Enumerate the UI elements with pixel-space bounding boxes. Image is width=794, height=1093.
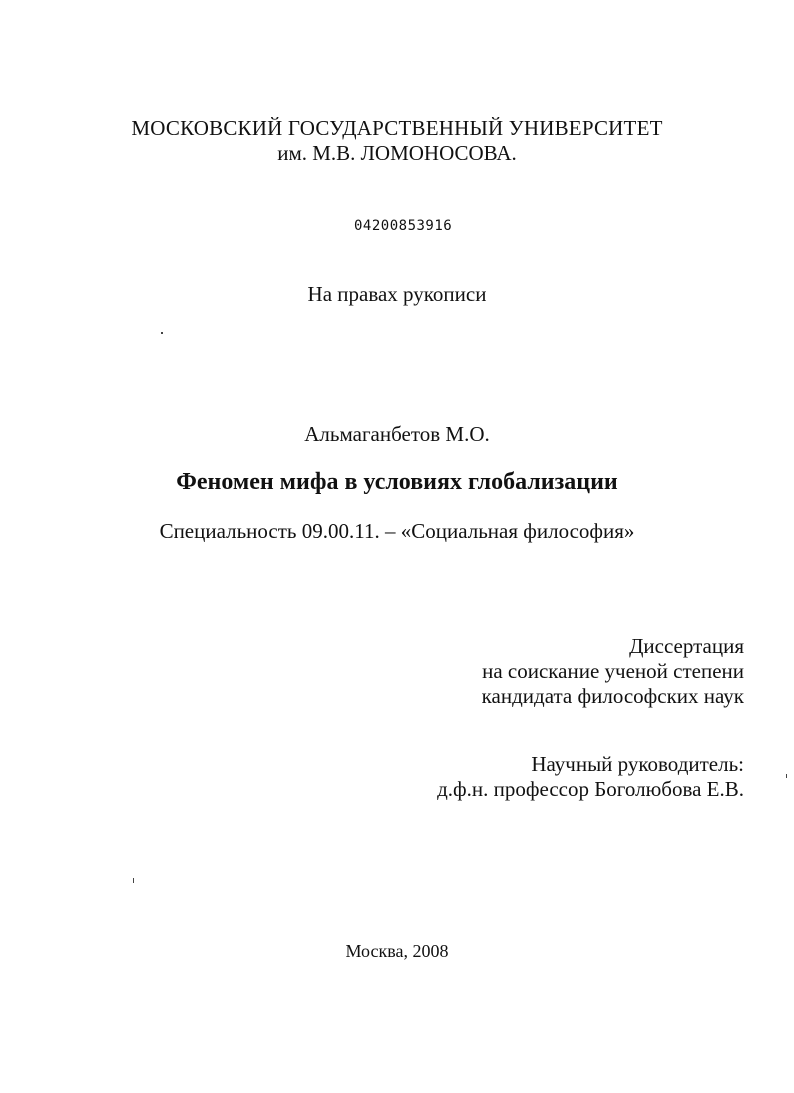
university-subtitle: им. М.В. ЛОМОНОСОВА. [277,141,517,165]
scan-speck [786,774,787,778]
dissertation-field-line: кандидата философских наук [481,684,744,708]
specialty-line: Специальность 09.00.11. – «Социальная философия» [159,519,635,543]
archive-stamp-number: 04200853916 [354,218,453,234]
dissertation-label: Диссертация [629,634,744,658]
scan-speck [133,878,134,883]
university-name: МОСКОВСКИЙ ГОСУДАРСТВЕННЫЙ УНИВЕРСИТЕТ [131,116,663,140]
supervisor-label: Научный руководитель: [531,752,744,776]
author-name: Альмаганбетов М.О. [304,422,490,446]
dissertation-title: Феномен мифа в условиях глобализации [176,469,618,495]
dissertation-degree-line: на соискание ученой степени [482,659,744,683]
scan-speck [161,332,163,334]
rights-note: На правах рукописи [307,282,487,306]
supervisor-name: д.ф.н. профессор Боголюбова Е.В. [437,777,744,801]
city-year: Москва, 2008 [345,941,449,961]
